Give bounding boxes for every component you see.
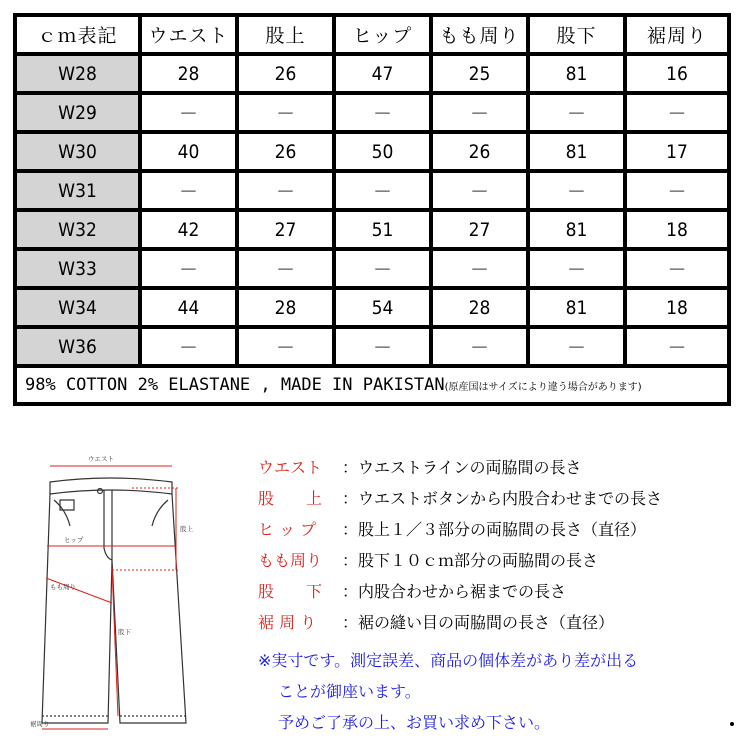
measurement-cell: 27	[237, 210, 334, 249]
pants-waistband	[50, 478, 172, 494]
measurement-cell: －	[140, 171, 237, 210]
diagram-label-waist: ウエスト	[88, 455, 114, 463]
table-row	[15, 327, 729, 366]
measurement-cell: 18	[625, 288, 729, 327]
definition-waist	[258, 452, 738, 483]
measurement-cell: －	[431, 249, 528, 288]
definition-term: 裾 周 り	[258, 613, 317, 632]
measurement-definitions	[258, 452, 738, 638]
measurement-cell: －	[625, 249, 729, 288]
table-header-row	[15, 15, 729, 54]
measurement-cell: 28	[431, 288, 528, 327]
measurement-cell: 25	[431, 54, 528, 93]
measurement-cell: －	[625, 171, 729, 210]
definition-description: 股下１０ｃｍ部分の両脇間の長さ	[358, 551, 599, 570]
measurement-cell: 50	[334, 132, 431, 171]
measurement-cell: 81	[528, 210, 625, 249]
column-header-thigh: もも周り	[431, 15, 528, 54]
definition-hip	[258, 514, 738, 545]
definition-term: ヒ ッ プ	[258, 520, 317, 539]
column-header-inseam: 股下	[528, 15, 625, 54]
table-row	[15, 171, 729, 210]
measurement-cell: 26	[237, 54, 334, 93]
measurement-cell: 18	[625, 210, 729, 249]
diagram-label-hip: ヒップ	[64, 536, 84, 544]
measurement-cell: 28	[140, 54, 237, 93]
table-row	[15, 93, 729, 132]
measurement-cell: 42	[140, 210, 237, 249]
column-header-waist: ウエスト	[140, 15, 237, 54]
definition-separator: ：	[342, 582, 359, 601]
measurement-cell: 51	[334, 210, 431, 249]
notice-line: ※実寸です。測定誤差、商品の個体差があり差が出る	[258, 651, 639, 670]
table-row	[15, 249, 729, 288]
measurement-cell: －	[528, 327, 625, 366]
measurement-cell: 81	[528, 132, 625, 171]
definition-thigh	[258, 545, 738, 576]
table-row	[15, 132, 729, 171]
measurement-cell: －	[237, 93, 334, 132]
size-table	[13, 13, 731, 406]
pants-fly	[104, 490, 112, 560]
definition-term: ウエスト	[258, 458, 323, 477]
measurement-cell: 81	[528, 54, 625, 93]
size-label-cell: W36	[15, 327, 140, 366]
definition-hem	[258, 607, 738, 638]
measurement-cell: －	[528, 249, 625, 288]
measurement-cell: －	[334, 93, 431, 132]
definition-term: 股 上	[258, 489, 323, 508]
measurement-cell: 26	[237, 132, 334, 171]
pants-pocket-right	[152, 500, 168, 526]
measurement-cell: －	[237, 171, 334, 210]
size-label-cell: W30	[15, 132, 140, 171]
notice-line: 予めご了承の上、お買い求め下さい。	[278, 713, 551, 732]
measurement-cell: －	[431, 93, 528, 132]
measurement-cell: －	[528, 171, 625, 210]
definition-description: 股上１／３部分の両脇間の長さ（直径）	[358, 520, 647, 539]
measurement-cell: 26	[431, 132, 528, 171]
material-text: 98% COTTON 2% ELASTANE , MADE IN PAKISTAN	[25, 375, 445, 395]
measurement-cell: －	[625, 327, 729, 366]
definition-description: ウエストラインの両脇間の長さ	[358, 458, 582, 477]
definition-separator: ：	[342, 613, 359, 632]
measurement-cell: 27	[431, 210, 528, 249]
material-cell	[15, 366, 729, 404]
diagram-label-hem: 裾周り	[30, 720, 50, 728]
size-label-cell: W29	[15, 93, 140, 132]
definition-description: 内股合わせから裾までの長さ	[358, 582, 567, 601]
measurement-cell: －	[237, 249, 334, 288]
table-row	[15, 210, 729, 249]
definition-separator: ：	[342, 520, 359, 539]
diagram-label-inseam: 股下	[118, 628, 131, 636]
measurement-cell: －	[334, 171, 431, 210]
definition-description: ウエストボタンから内股合わせまでの長さ	[358, 489, 663, 508]
measurement-cell: 81	[528, 288, 625, 327]
column-header-rise: 股上	[237, 15, 334, 54]
origin-note: (原産国はサイズにより違う場合があります)	[444, 382, 642, 393]
measurement-cell: 16	[625, 54, 729, 93]
measurement-cell: 54	[334, 288, 431, 327]
pants-diagram	[20, 448, 240, 736]
measurement-cell: 28	[237, 288, 334, 327]
size-label-cell: W33	[15, 249, 140, 288]
measurement-cell: 17	[625, 132, 729, 171]
measurement-cell: 47	[334, 54, 431, 93]
measurement-cell: －	[140, 93, 237, 132]
column-header-hem: 裾周り	[625, 15, 729, 54]
notice-line: ことが御座います。	[278, 682, 421, 701]
definition-term: もも周り	[258, 551, 323, 570]
table-row	[15, 54, 729, 93]
pants-button	[98, 489, 103, 494]
definition-separator: ：	[342, 489, 359, 508]
corner-dot	[730, 722, 734, 726]
definition-separator: ：	[342, 551, 359, 570]
pants-pocket-left	[54, 500, 70, 526]
definition-rise	[258, 483, 738, 514]
measurement-cell: 44	[140, 288, 237, 327]
measurement-cell: －	[140, 327, 237, 366]
measurement-cell: －	[140, 249, 237, 288]
measurement-cell: －	[528, 93, 625, 132]
measurement-cell: 40	[140, 132, 237, 171]
size-label-cell: W31	[15, 171, 140, 210]
measurement-cell: －	[237, 327, 334, 366]
material-row	[15, 366, 729, 404]
definition-separator: ：	[342, 458, 359, 477]
table-row	[15, 288, 729, 327]
definition-term: 股 下	[258, 582, 323, 601]
column-header-size: ｃｍ表記	[15, 15, 140, 54]
size-label-cell: W32	[15, 210, 140, 249]
measurement-cell: －	[431, 327, 528, 366]
definition-description: 裾の縫い目の両脇間の長さ（直径）	[358, 613, 615, 632]
inseam-measure-line	[112, 568, 118, 716]
measurement-cell: －	[334, 249, 431, 288]
measurement-cell: －	[334, 327, 431, 366]
diagram-label-rise: 股上	[180, 525, 193, 533]
definition-inseam	[258, 576, 738, 607]
size-label-cell: W34	[15, 288, 140, 327]
measurement-notice	[258, 645, 738, 738]
measurement-cell: －	[431, 171, 528, 210]
size-label-cell: W28	[15, 54, 140, 93]
diagram-label-thigh: もも周り	[50, 583, 76, 591]
column-header-hip: ヒップ	[334, 15, 431, 54]
measurement-cell: －	[625, 93, 729, 132]
